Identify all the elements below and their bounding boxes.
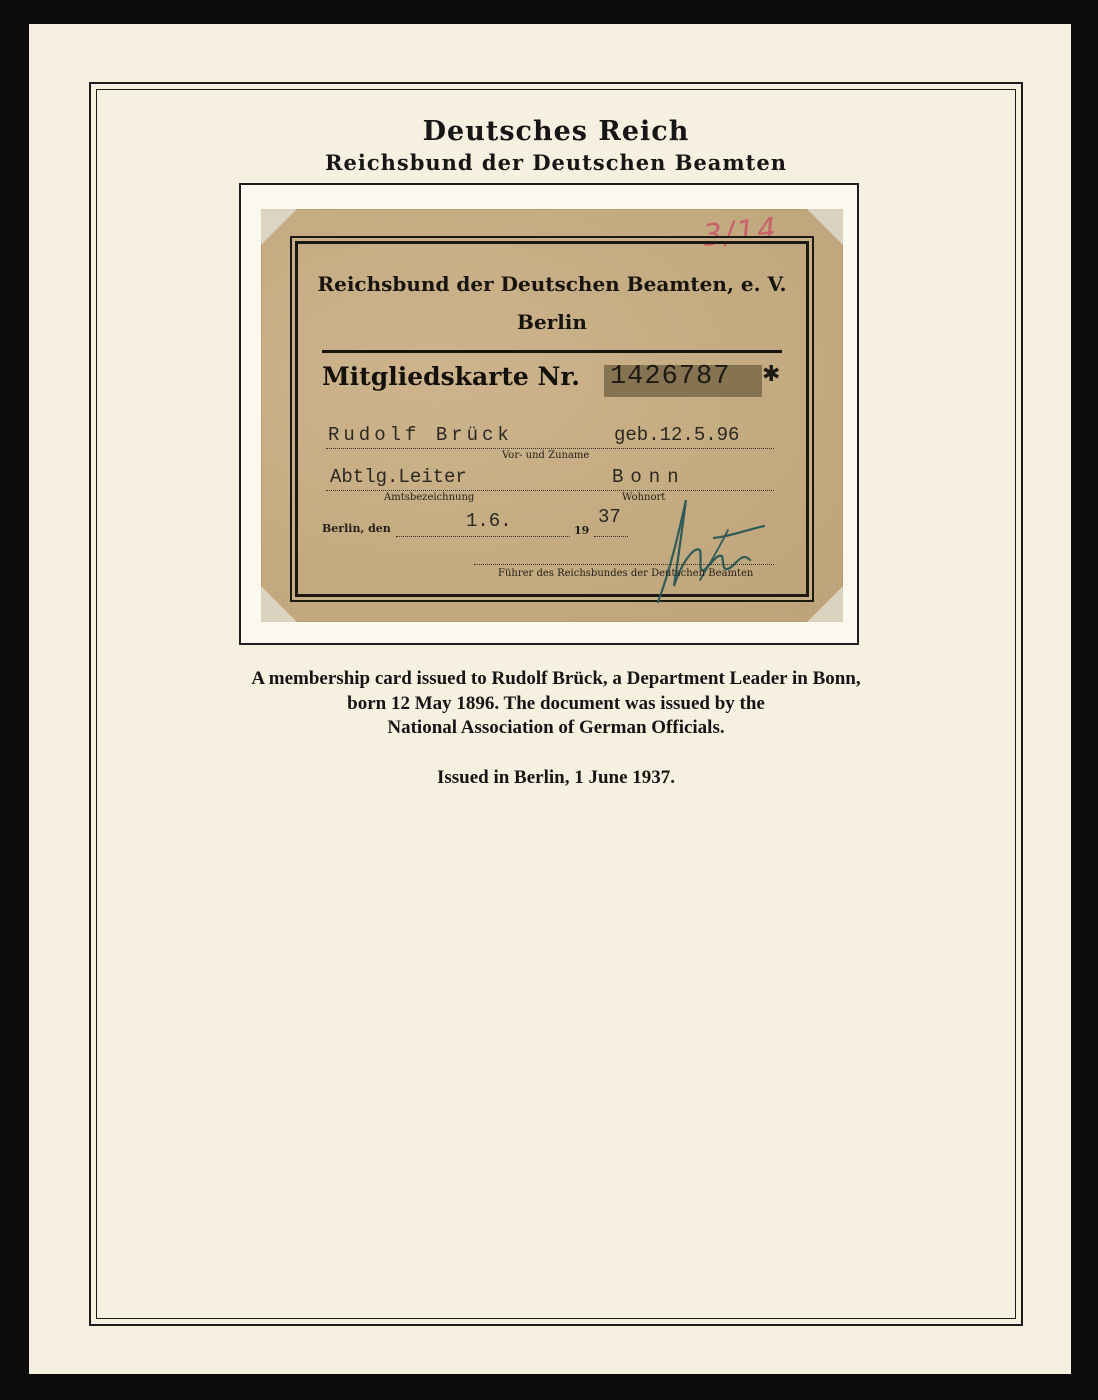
signature-caption: Führer des Reichsbundes der Deutschen Beamten xyxy=(498,568,754,579)
signature xyxy=(642,490,772,610)
photo-corner xyxy=(807,209,843,245)
card-number: 1426787 xyxy=(610,362,731,392)
dotted-line xyxy=(594,536,628,537)
caption-line-3: National Association of German Officials. xyxy=(387,717,725,738)
issue-year: 37 xyxy=(598,506,621,528)
card-number-label: Mitgliedskarte Nr. xyxy=(322,362,580,391)
pencil-note: 3/14 xyxy=(701,211,780,254)
photo-corner xyxy=(261,209,297,245)
card-mount xyxy=(239,183,859,645)
page-title: Deutsches Reich xyxy=(422,116,690,147)
photo-corner xyxy=(261,586,297,622)
photo-corner xyxy=(807,586,843,622)
caption-issued: Issued in Berlin, 1 June 1937. xyxy=(436,767,676,788)
birth-date: geb.12.5.96 xyxy=(614,424,740,446)
dotted-line xyxy=(326,448,774,449)
title-caption: Amtsbezeichnung xyxy=(384,492,475,503)
residence: Bonn xyxy=(612,466,686,488)
year-prefix: 19 xyxy=(574,524,590,537)
page-frame xyxy=(89,82,1023,1326)
caption-line-1: A membership card issued to Rudolf Brück, a Department Leader in Bonn, xyxy=(251,668,861,689)
dotted-line xyxy=(396,536,570,537)
asterisk-icon: ✱ xyxy=(762,362,781,387)
dotted-line xyxy=(474,564,774,565)
page-subtitle: Reichsbund der Deutschen Beamten xyxy=(325,150,787,175)
member-name: Rudolf Brück xyxy=(328,424,513,446)
residence-caption: Wohnort xyxy=(622,492,666,503)
caption-line-2: born 12 May 1896. The document was issued by the xyxy=(347,693,765,714)
card-org-name: Reichsbund der Deutschen Beamten, e. V. xyxy=(317,272,787,296)
card-divider xyxy=(322,350,782,353)
membership-card xyxy=(261,209,843,622)
official-title: Abtlg.Leiter xyxy=(330,466,467,488)
card-city: Berlin xyxy=(517,310,587,334)
album-page xyxy=(29,24,1071,1374)
name-caption: Vor- und Zuname xyxy=(502,450,590,461)
issue-date: 1.6. xyxy=(466,510,512,532)
card-border xyxy=(295,241,809,597)
date-prefix: Berlin, den xyxy=(322,522,391,535)
